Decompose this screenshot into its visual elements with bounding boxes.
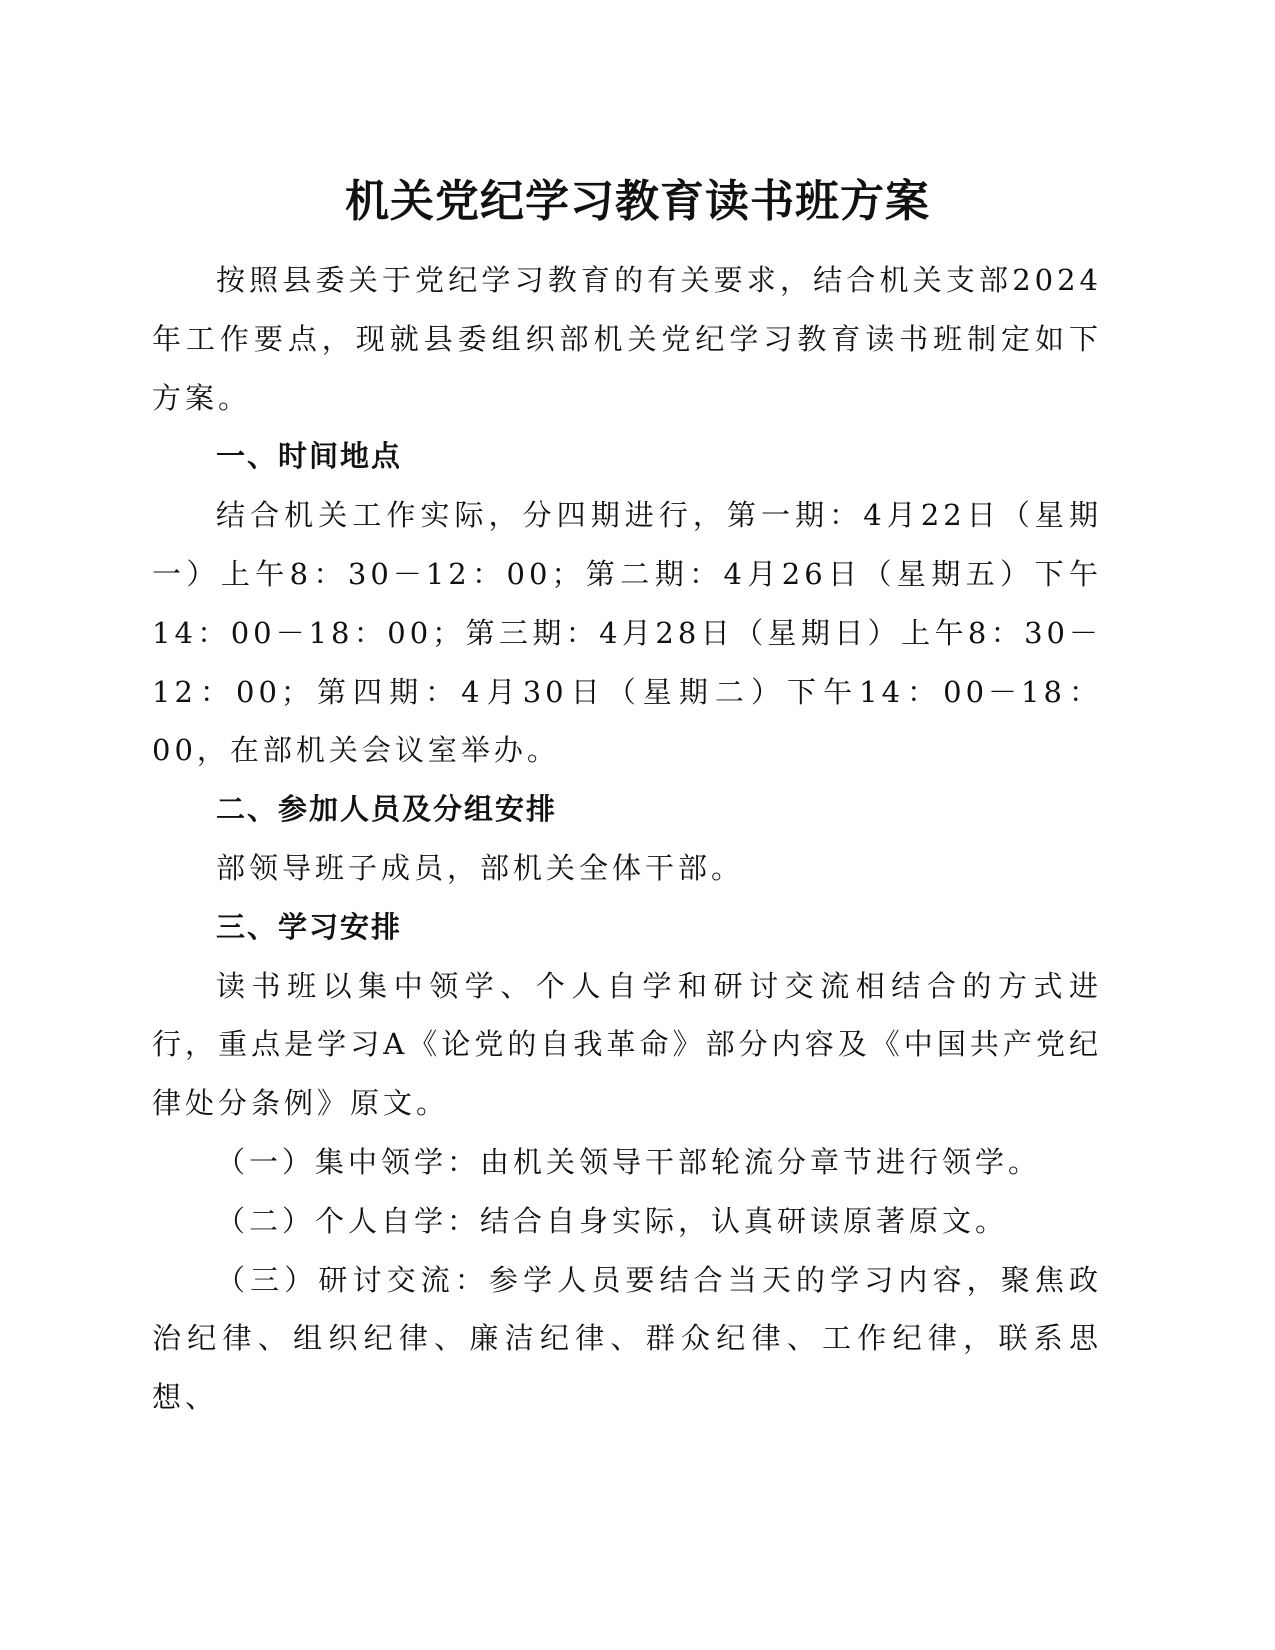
section-heading-time-place: 一、时间地点 xyxy=(216,439,403,474)
section-body-participants: 部领导班子成员，部机关全体干部。 xyxy=(216,850,745,885)
study-item-collective: （一）集中领学：由机关领导干部轮流分章节进行领学。 xyxy=(216,1144,1042,1179)
study-item-discussion: （三）研讨交流：参学人员要结合当天的学习内容，聚焦政治纪律、组织纪律、廉洁纪律、群众纪律、工作纪律，联系思想、 xyxy=(152,1262,1102,1415)
section-body-study-plan: 读书班以集中领学、个人自学和研讨交流相结合的方式进行，重点是学习A《论党的自我革命》部分内容及《中国共产党纪律处分条例》原文。 xyxy=(152,968,1102,1121)
section-heading-participants: 二、参加人员及分组安排 xyxy=(216,792,558,827)
document-body xyxy=(152,251,1102,1427)
section-body-time-place: 结合机关工作实际，分四期进行，第一期：4月22日（星期一）上午8：30－12：00；第二期：4月26日（星期五）下午14：00－18：00；第三期：4月28日（星期日）上午8：30－12：00；第四期：4月30日（星期二）下午14：00－18：00，在部机关会议室举办。 xyxy=(152,498,1102,768)
section-heading-study-plan: 三、学习安排 xyxy=(216,909,403,944)
study-item-self: （二）个人自学：结合自身实际，认真研读原著原文。 xyxy=(216,1203,1009,1238)
document-title: 机关党纪学习教育读书班方案 xyxy=(345,176,930,227)
intro-paragraph: 按照县委关于党纪学习教育的有关要求，结合机关支部2024年工作要点，现就县委组织部机关党纪学习教育读书班制定如下方案。 xyxy=(152,263,1102,415)
